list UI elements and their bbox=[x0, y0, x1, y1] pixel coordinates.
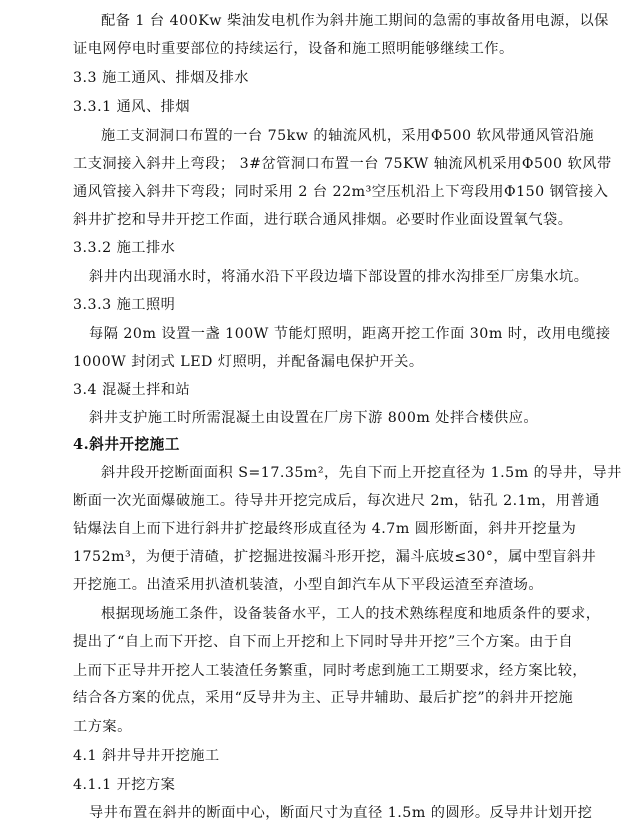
subsection-heading: 3.4 混凝土拌和站 bbox=[73, 382, 191, 398]
paragraph-line: 结合各方案的优点，采用“反导井为主、正导井辅助、最后扩挖”的斜井开挖施 bbox=[73, 690, 574, 706]
paragraph-line: 配备 1 台 400Kw 柴油发电机作为斜井施工期间的急需的事故备用电源，以保 bbox=[101, 13, 609, 29]
paragraph-line: 每隔 20m 设置一盏 100W 节能灯照明，距离开挖工作面 30m 时，改用电缆接 bbox=[89, 326, 611, 342]
paragraph-line: 斜井支护施工时所需混凝土由设置在厂房下游 800m 处拌合楼供应。 bbox=[89, 410, 539, 426]
paragraph-line: 1752m³，为便于清碴，扩挖掘进按漏斗形开挖，漏斗底坡≤30°，属中型盲斜井 bbox=[73, 549, 597, 565]
paragraph-line: 钻爆法自上而下进行斜井扩挖最终形成直径为 4.7m 圆形断面，斜井开挖量为 bbox=[73, 521, 577, 537]
paragraph-line: 根据现场施工条件，设备装备水平，工人的技术熟练程度和地质条件的要求， bbox=[101, 606, 601, 622]
paragraph-line: 施工支洞洞口布置的一台 75kw 的轴流风机，采用Φ500 软风带通风管沿施 bbox=[101, 128, 595, 144]
paragraph-line: 1000W 封闭式 LED 灯照明，并配备漏电保护开关。 bbox=[73, 354, 424, 370]
paragraph-line: 斜井段开挖断面面积 S=17.35m²，先自下而上开挖直径为 1.5m 的导井，导井 bbox=[101, 465, 622, 481]
paragraph-line: 开挖施工。出渣采用扒渣机装渣，小型自卸汽车从下平段运渣至弃渣场。 bbox=[73, 577, 544, 593]
paragraph-line: 斜井扩挖和导井开挖工作面，进行联合通风排烟。必要时作业面设置氧气袋。 bbox=[73, 212, 573, 228]
paragraph-line: 工方案。 bbox=[73, 719, 132, 735]
paragraph-line: 导井布置在斜井的断面中心，断面尺寸为直径 1.5m 的圆形。反导井计划开挖 bbox=[89, 805, 593, 821]
section-heading: 4.斜井开挖施工 bbox=[73, 436, 180, 453]
subsection-heading: 3.3.3 施工照明 bbox=[73, 297, 176, 313]
paragraph-line: 上而下正导井开挖人工装渣任务繁重，同时考虑到施工工期要求，经方案比较， bbox=[73, 663, 588, 679]
paragraph-line: 通风管接入斜井下弯段；同时采用 2 台 22m³空压机沿上下弯段用Φ150 钢管接入 bbox=[73, 184, 609, 200]
subsection-heading: 4.1.1 开挖方案 bbox=[73, 777, 176, 793]
paragraph-line: 提出了“自上而下开挖、自下而上开挖和上下同时导井开挖”三个方案。由于自 bbox=[73, 634, 574, 650]
paragraph-line: 证电网停电时重要部位的持续运行，设备和施工照明能够继续工作。 bbox=[73, 41, 514, 57]
subsection-heading: 3.3.1 通风、排烟 bbox=[73, 99, 191, 115]
paragraph-line: 断面一次光面爆破施工。待导井开挖完成后，每次进尺 2m，钻孔 2.1m，用普通 bbox=[73, 493, 600, 509]
paragraph-line: 工支洞接入斜井上弯段； 3#岔管洞口布置一台 75KW 轴流风机采用Φ500 软风带 bbox=[73, 156, 612, 172]
subsection-heading: 4.1 斜井导井开挖施工 bbox=[73, 748, 220, 764]
subsection-heading: 3.3.2 施工排水 bbox=[73, 240, 176, 256]
subsection-heading: 3.3 施工通风、排烟及排水 bbox=[73, 70, 249, 86]
paragraph-line: 斜井内出现涌水时，将涌水沿下平段边墙下部设置的排水沟排至厂房集水坑。 bbox=[89, 269, 589, 285]
